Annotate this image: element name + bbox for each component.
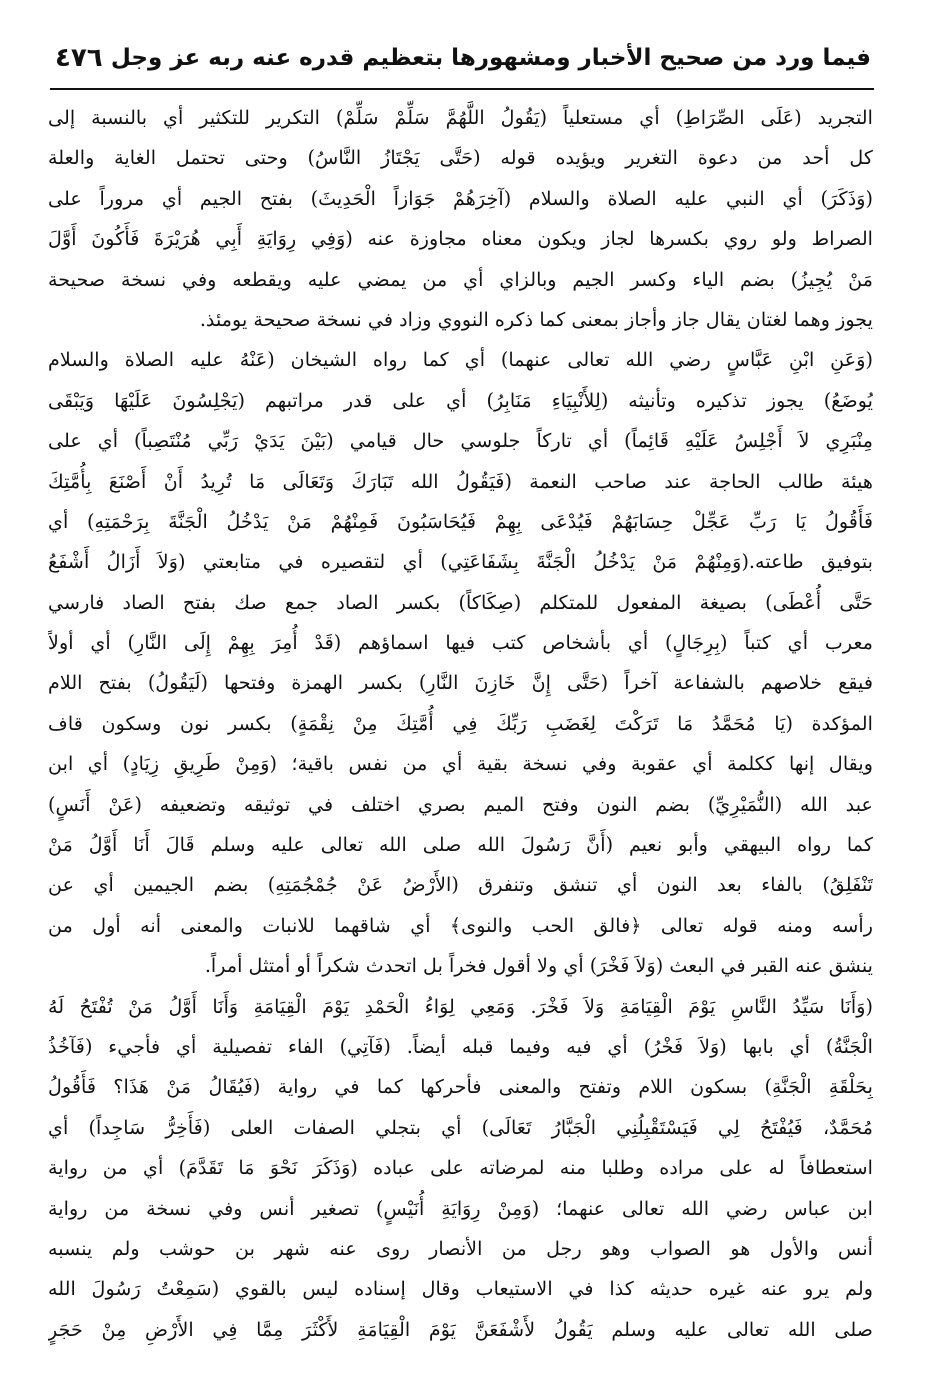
text-line: هيئة طالب الحاجة عند صاحب النعمة (فَيَقُولُ الله تَبَارَكَ وَتَعَالَى مَا تُرِيدُ أَنْ أَصْنَعَ بِأُمَّتِكَ	[48, 469, 873, 493]
text-line: صلى الله تعالى عليه وسلم يَقُولُ لأَشْفَعَنَّ يَوْمَ الْقِيَامَةِ لأَكْثَرَ مِمَّا فِي الأَرْضِ مِنْ حَجَرٍ	[48, 1317, 873, 1341]
text-line: معرب أي كتباً (بِرِجَالٍ) أي بأشخاص كتب فيها اسماؤهم (قَدْ أُمِرَ بِهِمْ إِلَى النَّارِ) أي أولاً	[48, 631, 873, 655]
text-line: رأسه ومنه قوله تعالى ﴿فالق الحب والنوى﴾ أي شاقهما للانبات والمعنى أنه أول من	[48, 913, 873, 937]
text-line: المؤكدة (يَا مُحَمَّدُ مَا تَرَكْتَ لِغَضَبِ رَبِّكَ فِي أُمَّتِكَ مِنْ نِقْمَةٍ) بكسر نون وسكون قاف	[48, 711, 873, 735]
text-line: ويقال إنها ككلمة أي عقوبة وفي نسخة بقية أي من نفس باقية؛ (وَمِنْ طَرِيقِ زِيَادٍ) أي ابن	[48, 752, 873, 776]
text-line: بتوفيق طاعته.(وَمِنْهُمْ مَنْ يَدْخُلُ الْجَنَّةَ بِشَفَاعَتِي) أي لتقصيره في متابعتي (وَلاَ أَزَالُ أَشْفَعُ	[48, 550, 873, 574]
text-line: ابن عباس رضي الله تعالى عنهما؛ (وَمِنْ رِوَايَةِ أُنَيْسٍ) تصغير أنس وفي نسخة من رواية	[48, 1196, 873, 1220]
header-divider	[50, 88, 874, 90]
text-line: (وَعَنِ ابْنِ عَبَّاسٍ رضي الله تعالى عنهما) أي كما رواه الشيخان (عَنْهُ عليه الصلاة والسلام	[48, 348, 873, 372]
text-line: فَأَقُولُ يَا رَبِّ عَجِّلْ حِسَابَهُمْ فَيُدْعَى بِهِمْ فَيُحَاسَبُونَ فَمِنْهُمْ مَنْ يَدْخُلُ الْجَنَّةَ بِرَحْمَتِهِ) أي	[48, 509, 873, 533]
text-line: حَتَّى أُعْطَى) بصيغة المفعول للمتكلم (صِكَاكاً) بكسر الصاد جمع صك بفتح الصاد فارسي	[48, 590, 873, 614]
text-line: بِحَلْقَةِ الْجَنَّةِ) بسكون اللام وتفتح والمعنى فأحركها كما في رواية (فَيُقَالُ مَنْ هَذَا؟ فَأَقُولُ	[48, 1075, 873, 1099]
text-line: يجوز وهما لغتان يقال جاز وأجاز بمعنى كما ذكره النووي وزاد في نسخة صحيحة يومئذ.	[199, 307, 873, 331]
text-line: الْجَنَّةُ) أي بابها (وَلاَ فَخْرُ) أي فيه وفيما قبله أيضاً. (فَآتِي) الفاء تفصيلية أي فأجيء (فَآخُذُ	[48, 1034, 873, 1058]
text-line: كل أحد من دعوة التغرير ويؤيده قوله (حَتَّى يَجْتَازُ النَّاسُ) وحتى تحتمل الغاية والعلة	[48, 146, 873, 170]
text-line: كما رواه البيهقي وأبو نعيم (أَنَّ رَسُولَ الله صلى الله تعالى عليه وسلم قَالَ أَنَا أَوَّلُ مَنْ	[48, 833, 873, 857]
running-title: فيما ورد من صحيح الأخبار ومشهورها بتعظيم قدره عنه ربه عز وجل	[110, 45, 871, 71]
text-line: (وَأَنَا سَيِّدُ النَّاسِ يَوْمَ الْقِيَامَةِ وَلاَ فَخْرَ. وَمَعِي لِوَاءُ الْحَمْدِ يَوْمَ الْقِيَامَةِ وَأَنَا أَوَّلُ مَنْ تُفْتَحُ لَهُ	[48, 994, 873, 1018]
text-line: (وَذَكَرَ) أي النبي عليه الصلاة والسلام (آخِرَهُمْ جَوَازاً الْحَدِيثَ) بفتح الجيم أي مروراً على	[48, 186, 873, 210]
text-line: تَنْفَلِقُ) بالفاء بعد النون أي تنشق وتنفرق (الأَرْضُ عَنْ جُمْجُمَتِهِ) بضم الجيمين أي عن	[48, 873, 873, 897]
text-line: استعطافاً له على مراده وطلبا منه لمرضاته على عباده (وَذَكَرَ نَحْوَ مَا تَقَدَّمَ) أي من رواية	[48, 1156, 873, 1180]
body-text	[48, 98, 873, 1350]
page-header	[55, 34, 871, 82]
text-line: يُوضَعُ) يجوز تذكيره وتأنيثه (لِلأَنْبِيَاءِ مَنَابِرُ) أي على قدر مراتبهم (يَجْلِسُونَ عَلَيْهَا وَيَبْقَى	[48, 388, 873, 412]
text-line: عبد الله (النُّمَيْرِيِّ) بضم النون وفتح الميم بصري اختلف في توثيقه وتضعيفه (عَنْ أَنَسٍ)	[48, 792, 873, 816]
text-line: ينشق عنه القبر في البعث (وَلاَ فَخْرَ) أي ولا أقول فخراً بل اتحدث شكراً أو أمتثل أمراً.	[204, 954, 873, 978]
text-line: فيقع خلاصهم بالشفاعة آخراً (حَتَّى إِنَّ خَازِنَ النَّارِ) بكسر الهمزة وفتحها (لَيَقُولُ) بفتح اللام	[48, 671, 873, 695]
text-line: مُحَمَّدٌ، فَيُفْتَحُ لِي فَيَسْتَقْبِلُنِي الْجَبَّارُ تَعَالَى) أي بتجلي الصفات العلى (فَأَخِرُّ سَاجِداً) أي	[48, 1115, 873, 1139]
text-line: الصراط ولو روي بكسرها لجاز ويكون معناه مجاوزة عنه (وَفِي رِوَايَةِ أَبِي هُرَيْرَةَ فَأَكُونَ أَوَّلَ	[48, 227, 873, 251]
text-line: أنس والأول هو الصواب وهو رجل من الأنصار روى عنه شهر بن حوشب ولم ينسبه	[48, 1236, 873, 1260]
text-line: التجريد (عَلَى الصِّرَاطِ) أي مستعلياً (يَقُولُ اللَّهُمَّ سَلِّمْ سَلِّمْ) التكرير للتكثير أي بالنسبة إلى	[48, 106, 873, 129]
text-line: مَنْ يُجِيزُ) بضم الياء وكسر الجيم وبالزاي أي من يمضي عليه ويقطعه وفي نسخة صحيحة	[48, 267, 873, 291]
text-line: ولم يرو عنه غيره حديثه كذا في الاستيعاب وقال إسناده ليس بالقوي (سَمِعْتُ رَسُولَ الله	[48, 1277, 873, 1301]
page-number: ٤٧٦	[55, 43, 103, 73]
text-line: مِنْبَرِي لاَ أَجْلِسُ عَلَيْهِ قَائِماً) أي تاركاً جلوسي حال قيامي (بَيْنَ يَدَيْ رَبِّي مُنْتَصِباً) أي على	[48, 429, 873, 453]
